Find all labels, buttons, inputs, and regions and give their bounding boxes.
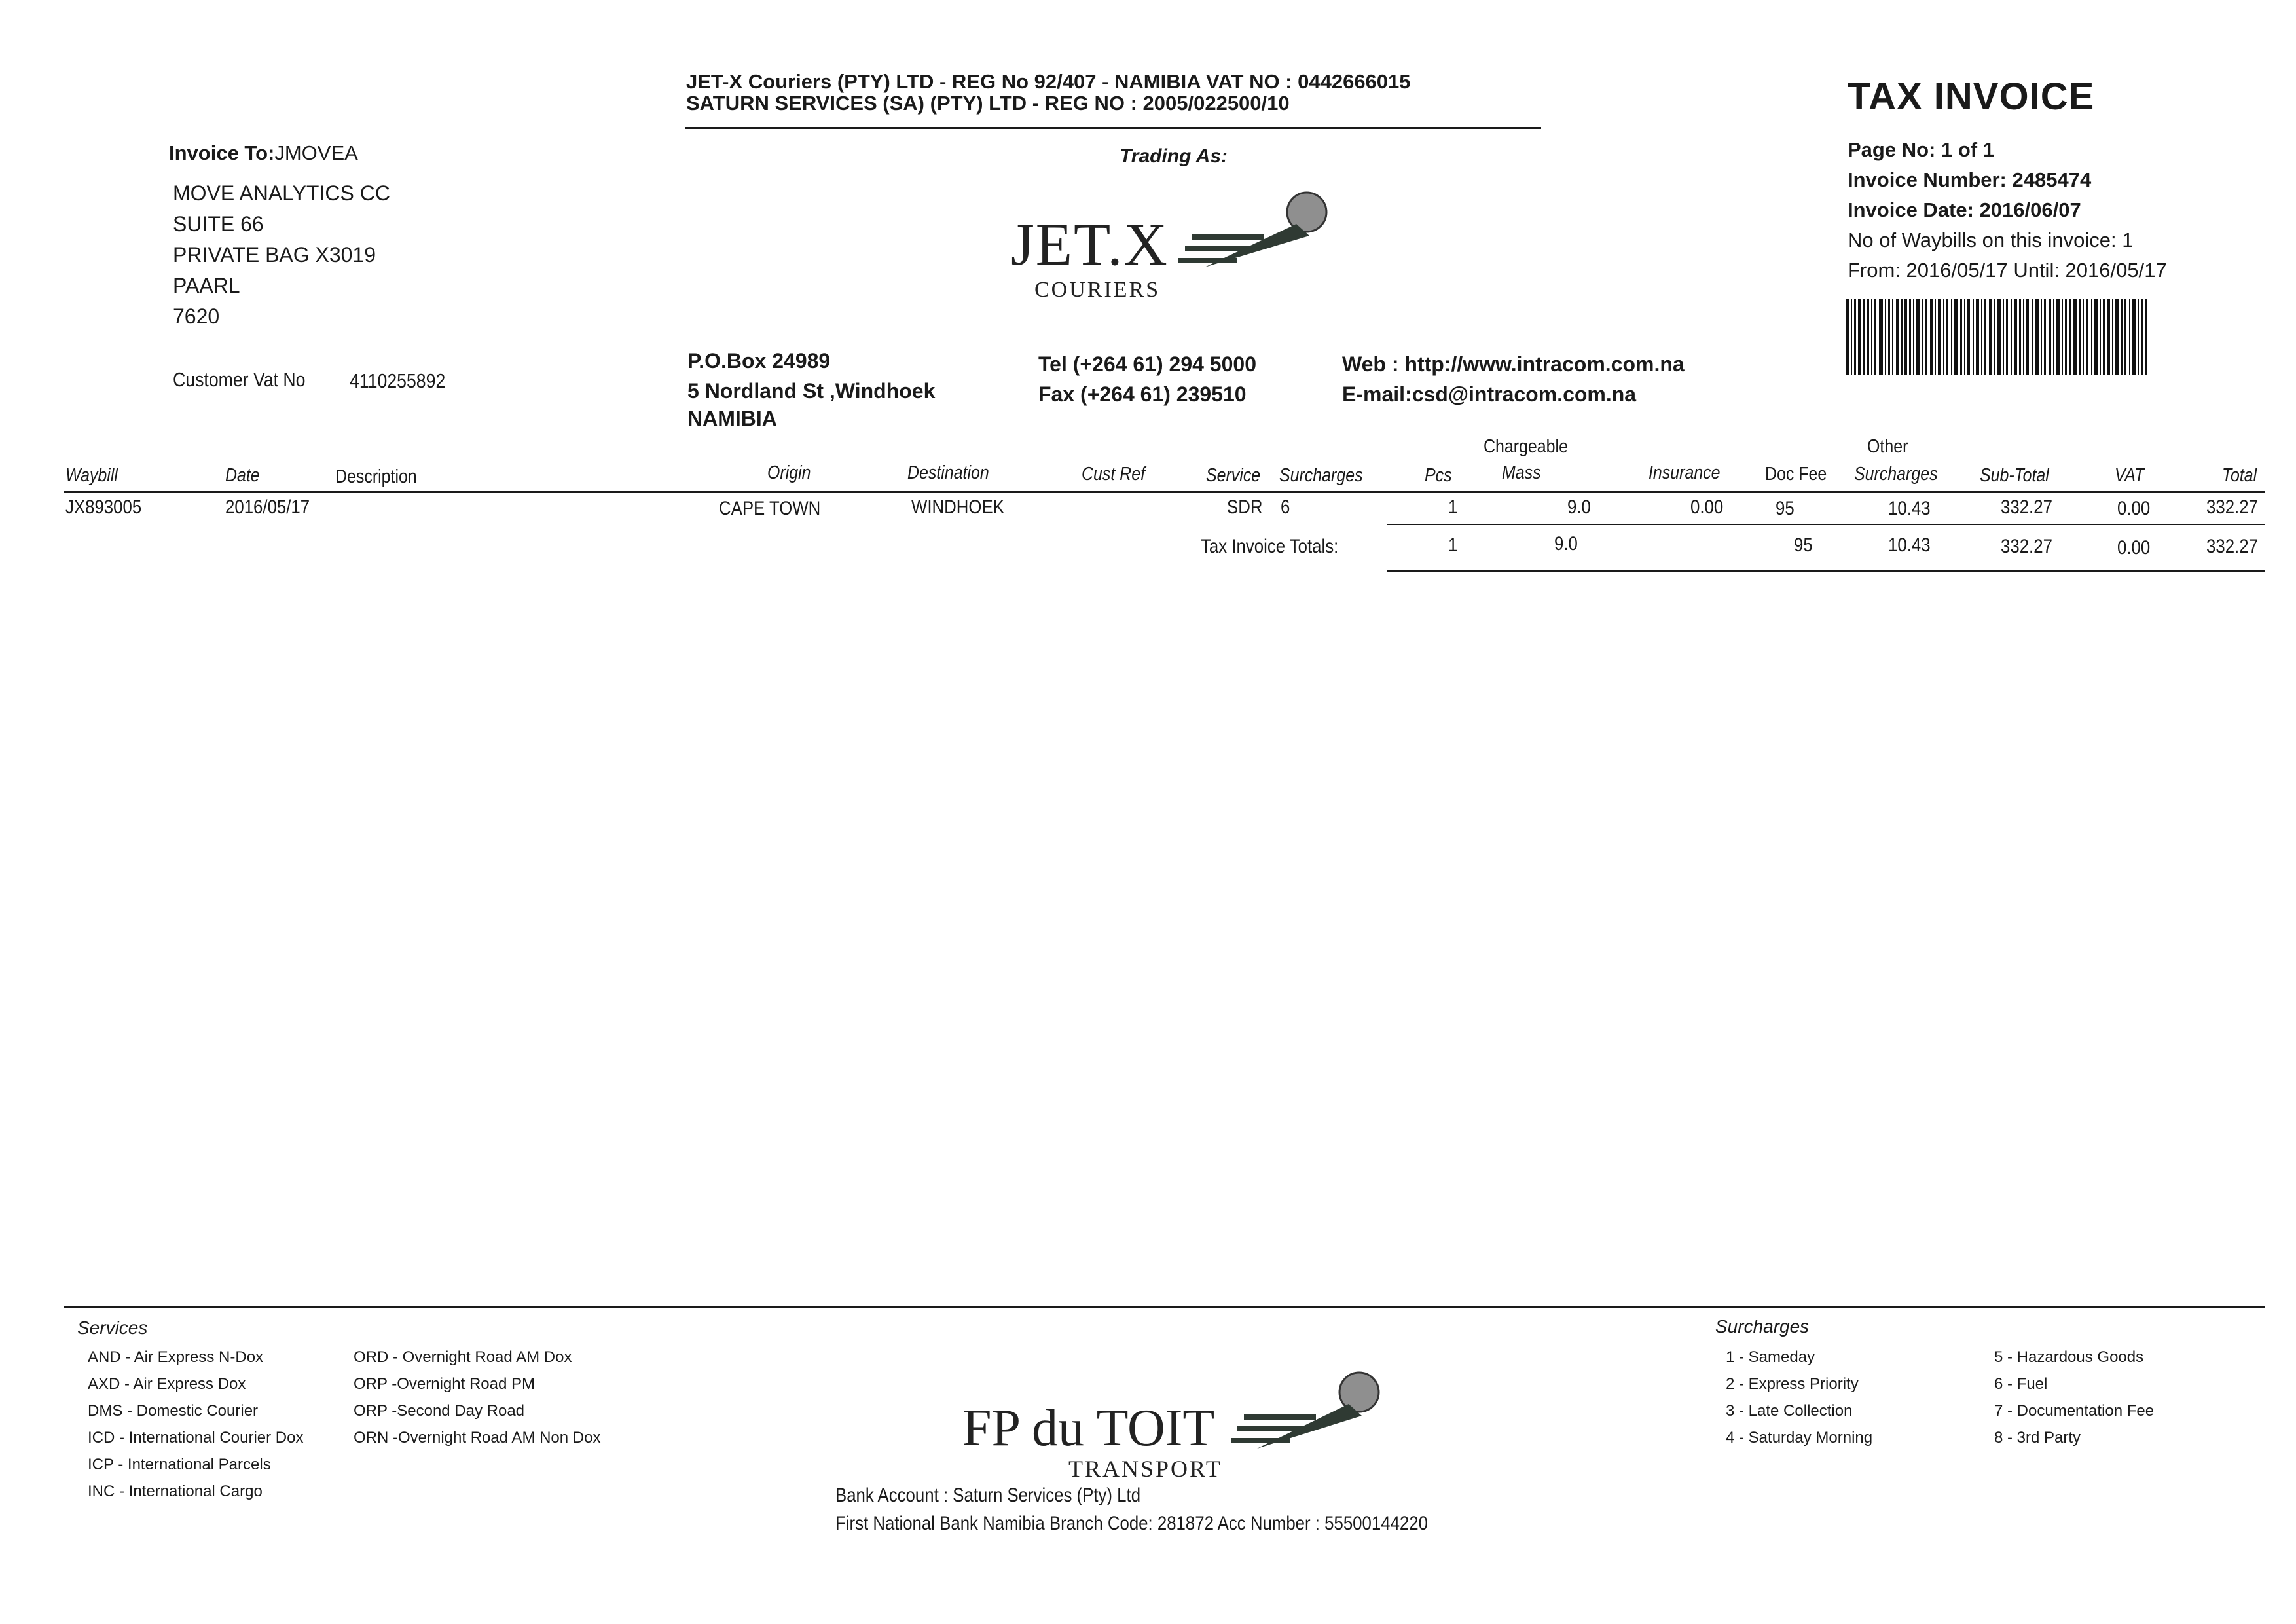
surcharges-title: Surcharges xyxy=(1715,1316,1810,1337)
document-title: TAX INVOICE xyxy=(1848,75,2095,118)
col-other-surcharges: Surcharges xyxy=(1854,464,1938,485)
col-other: Other xyxy=(1867,436,1908,457)
waybill-count: No of Waybills on this invoice: 1 xyxy=(1848,229,2134,251)
invoice-to-code: JMOVEA xyxy=(274,141,358,164)
totals-total: 332.27 xyxy=(2206,536,2258,557)
footer-rule xyxy=(64,1306,2265,1308)
cell-mass: 9.0 xyxy=(1567,496,1591,518)
invoice-number: Invoice Number: 2485474 xyxy=(1848,168,2092,191)
cell-insurance: 0.00 xyxy=(1690,496,1724,518)
bank-details xyxy=(835,1481,1428,1538)
email-link[interactable]: E-mail:csd@intracom.com.na xyxy=(1342,382,1637,406)
service-code: AXD - Air Express Dox xyxy=(88,1375,246,1393)
totals-label: Tax Invoice Totals: xyxy=(1201,536,1339,557)
col-destination: Destination xyxy=(907,462,989,483)
col-mass: Mass xyxy=(1502,462,1541,483)
cell-subtotal: 332.27 xyxy=(2001,496,2052,518)
cell-waybill: JX893005 xyxy=(65,496,142,518)
totals-pcs: 1 xyxy=(1448,534,1458,556)
jetx-logo xyxy=(1008,183,1336,314)
cell-date: 2016/05/17 xyxy=(225,496,310,518)
web-block xyxy=(1342,349,1685,409)
cell-destination: WINDHOEK xyxy=(911,496,1004,518)
service-code: ORP -Overnight Road PM xyxy=(354,1375,535,1393)
col-subtotal: Sub-Total xyxy=(1980,465,2049,486)
invoice-to-label: Invoice To: xyxy=(169,141,275,164)
cell-service: SDR xyxy=(1227,496,1263,518)
postal-line: NAMIBIA xyxy=(687,407,777,430)
service-code: ORN -Overnight Road AM Non Dox xyxy=(354,1429,601,1447)
address-line: 7620 xyxy=(173,304,220,328)
jetx-swoosh-icon xyxy=(1178,183,1336,275)
address-line: PAARL xyxy=(173,274,240,297)
fpdutoit-logo xyxy=(956,1362,1388,1486)
invoice-period: From: 2016/05/17 Until: 2016/05/17 xyxy=(1848,259,2167,282)
surcharge-code: 6 - Fuel xyxy=(1994,1375,2048,1393)
totals-mass: 9.0 xyxy=(1554,533,1578,555)
surcharge-code: 8 - 3rd Party xyxy=(1994,1429,2081,1447)
trading-as-label: Trading As: xyxy=(1120,145,1228,167)
phone-block xyxy=(1038,349,1256,409)
fpdutoit-swoosh-icon xyxy=(1231,1362,1388,1460)
totals-other-surcharges: 10.43 xyxy=(1888,534,1931,556)
col-surcharges: Surcharges xyxy=(1279,465,1363,486)
postal-line: 5 Nordland St ,Windhoek xyxy=(687,379,936,403)
fax: Fax (+264 61) 239510 xyxy=(1038,382,1247,406)
col-waybill: Waybill xyxy=(65,465,118,486)
cell-other-surcharges: 10.43 xyxy=(1888,498,1931,519)
col-service: Service xyxy=(1206,465,1261,486)
service-code: INC - International Cargo xyxy=(88,1483,263,1500)
postal-line: P.O.Box 24989 xyxy=(687,349,831,373)
col-chargeable: Chargeable xyxy=(1484,436,1568,457)
totals-subtotal: 332.27 xyxy=(2001,536,2052,557)
totals-doc-fee: 95 xyxy=(1794,534,1813,556)
col-total: Total xyxy=(2222,465,2257,486)
col-pcs: Pcs xyxy=(1425,465,1452,486)
col-date: Date xyxy=(225,465,260,486)
postal-address xyxy=(687,346,935,434)
services-list-2 xyxy=(354,1344,600,1451)
invoice-meta xyxy=(1848,135,2167,286)
telephone: Tel (+264 61) 294 5000 xyxy=(1038,352,1256,376)
col-vat: VAT xyxy=(2115,465,2145,486)
totals-rule xyxy=(1387,570,2265,572)
invoice-to xyxy=(169,141,358,165)
company-registration xyxy=(686,71,1411,114)
col-cust-ref: Cust Ref xyxy=(1082,464,1146,485)
surcharges-list-1 xyxy=(1726,1344,1872,1451)
cell-pcs: 1 xyxy=(1448,496,1458,518)
customer-address xyxy=(173,178,390,332)
col-doc-fee: Doc Fee xyxy=(1765,464,1827,485)
barcode xyxy=(1846,299,2147,375)
cell-doc-fee: 95 xyxy=(1776,498,1795,519)
surcharges-list-2 xyxy=(1994,1344,2154,1451)
service-code: AND - Air Express N-Dox xyxy=(88,1348,264,1366)
surcharge-code: 5 - Hazardous Goods xyxy=(1994,1348,2144,1366)
service-code: ICD - International Courier Dox xyxy=(88,1429,304,1447)
surcharge-code: 4 - Saturday Morning xyxy=(1726,1429,1873,1447)
totals-vat: 0.00 xyxy=(2117,537,2151,559)
surcharge-code: 3 - Late Collection xyxy=(1726,1402,1853,1420)
customer-vat-value: 4110255892 xyxy=(350,369,446,392)
jetx-logo-text: JET.X xyxy=(1011,211,1169,278)
col-insurance: Insurance xyxy=(1649,462,1721,483)
cell-origin: CAPE TOWN xyxy=(719,498,821,519)
fpdutoit-logo-subtext: TRANSPORT xyxy=(1068,1456,1222,1482)
cell-surcharges: 6 xyxy=(1281,496,1290,518)
bank-account: Bank Account : Saturn Services (Pty) Ltd xyxy=(835,1485,1141,1506)
invoice-date: Invoice Date: 2016/06/07 xyxy=(1848,198,2081,221)
surcharge-code: 2 - Express Priority xyxy=(1726,1375,1859,1393)
fpdutoit-logo-text: FP du TOIT xyxy=(962,1399,1215,1457)
address-line: PRIVATE BAG X3019 xyxy=(173,243,376,267)
col-origin: Origin xyxy=(767,462,811,483)
page-number: Page No: 1 of 1 xyxy=(1848,138,1994,161)
service-code: ORD - Overnight Road AM Dox xyxy=(354,1348,572,1366)
website-link[interactable]: Web : http://www.intracom.com.na xyxy=(1342,352,1685,376)
customer-vat-label: Customer Vat No xyxy=(173,368,306,391)
service-code: ICP - International Parcels xyxy=(88,1456,271,1473)
services-list-1 xyxy=(88,1344,303,1505)
col-description: Description xyxy=(335,466,417,487)
service-code: ORP -Second Day Road xyxy=(354,1402,525,1420)
cell-vat: 0.00 xyxy=(2117,498,2151,519)
bank-branch-account: First National Bank Namibia Branch Code: 281872 Acc Number : 55500144220 xyxy=(835,1513,1428,1534)
header-rule xyxy=(685,127,1541,129)
company-line-1: JET-X Couriers (PTY) LTD - REG No 92/407 - NAMIBIA VAT NO : 0442666015 xyxy=(686,70,1411,93)
address-line: SUITE 66 xyxy=(173,212,264,236)
table-header-rule xyxy=(64,491,2265,493)
service-code: DMS - Domestic Courier xyxy=(88,1402,259,1420)
row-rule xyxy=(1387,524,2265,525)
jetx-logo-subtext: COURIERS xyxy=(1034,278,1161,302)
cell-total: 332.27 xyxy=(2206,496,2258,518)
surcharge-code: 1 - Sameday xyxy=(1726,1348,1815,1366)
surcharge-code: 7 - Documentation Fee xyxy=(1994,1402,2155,1420)
services-title: Services xyxy=(77,1318,148,1338)
address-line: MOVE ANALYTICS CC xyxy=(173,181,390,205)
company-line-2: SATURN SERVICES (SA) (PTY) LTD - REG NO : 2005/022500/10 xyxy=(686,92,1290,115)
